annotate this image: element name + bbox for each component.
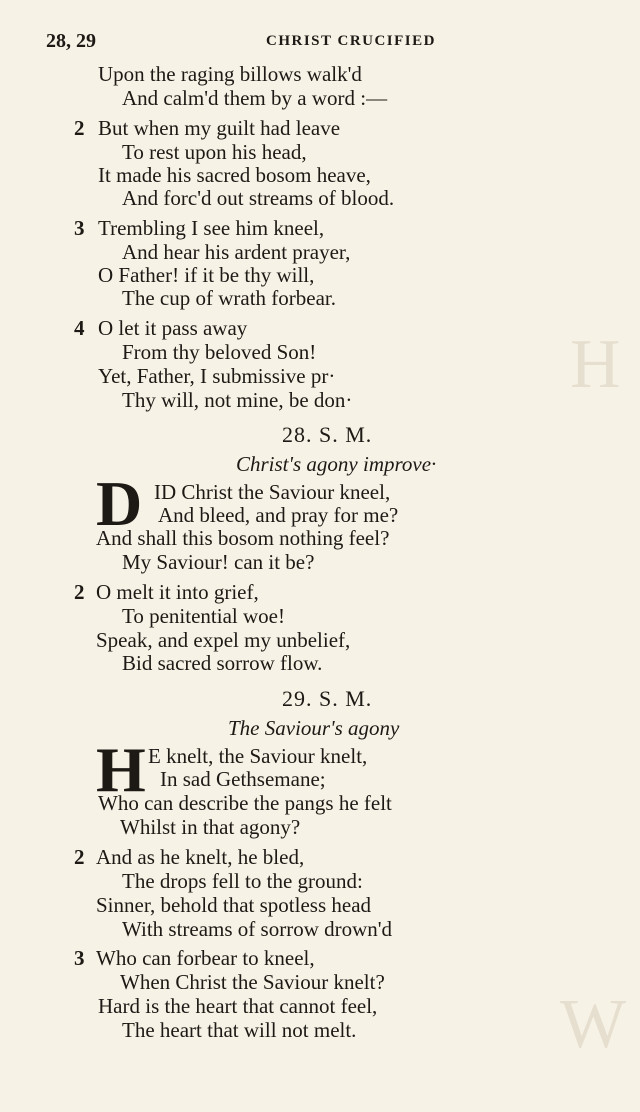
verse-line: And shall this bosom nothing feel? bbox=[96, 526, 390, 550]
verse-line: And forc'd out streams of blood. bbox=[122, 186, 395, 210]
verse-line: Who can forbear to kneel, bbox=[96, 946, 315, 970]
verse-number: 2 bbox=[74, 580, 85, 604]
verse-line: E knelt, the Saviour knelt, bbox=[148, 744, 368, 768]
verse-line: With streams of sorrow drown'd bbox=[122, 917, 393, 941]
drop-cap: H bbox=[96, 734, 146, 805]
verse-line: My Saviour! can it be? bbox=[122, 550, 315, 574]
verse-line: But when my guilt had leave bbox=[98, 116, 341, 140]
hymn-subtitle: The Saviour's agony bbox=[228, 716, 400, 740]
verse-line: The heart that will not melt. bbox=[122, 1018, 357, 1042]
hymn-number: 29. S. M. bbox=[282, 686, 373, 711]
verse-number: 2 bbox=[74, 116, 85, 140]
verse-line: Hard is the heart that cannot feel, bbox=[98, 994, 378, 1018]
verse-line: O Father! if it be thy will, bbox=[98, 263, 315, 287]
verse-line: Trembling I see him kneel, bbox=[98, 216, 325, 240]
verse-line: The cup of wrath forbear. bbox=[122, 286, 336, 310]
hymn-subtitle: Christ's agony improve· bbox=[236, 452, 437, 476]
verse-line: Upon the raging billows walk'd bbox=[98, 62, 362, 86]
verse-line: From thy beloved Son! bbox=[122, 340, 317, 364]
verse-line: In sad Gethsemane; bbox=[160, 767, 326, 791]
verse-line: And calm'd them by a word :— bbox=[122, 86, 388, 110]
hymn-number: 28. S. M. bbox=[282, 422, 373, 447]
verse-line: To penitential woe! bbox=[122, 604, 285, 628]
verse-line: When Christ the Saviour knelt? bbox=[120, 970, 385, 994]
page-title: CHRIST CRUCIFIED bbox=[265, 33, 436, 49]
verse-number: 4 bbox=[74, 316, 85, 340]
verse-line: Whilst in that agony? bbox=[120, 815, 301, 839]
verse-line: To rest upon his head, bbox=[122, 140, 307, 164]
verse-line: And as he knelt, he bled, bbox=[96, 845, 305, 869]
verse-line: The drops fell to the ground: bbox=[122, 869, 363, 893]
verse-line: Who can describe the pangs he felt bbox=[98, 791, 392, 815]
bleed-through-mark: H bbox=[570, 326, 621, 403]
verse-line: O melt it into grief, bbox=[96, 580, 259, 604]
verse-line: Bid sacred sorrow flow. bbox=[122, 651, 323, 675]
verse-line: Sinner, behold that spotless head bbox=[96, 893, 372, 917]
verse-number: 3 bbox=[74, 216, 85, 240]
verse-line: It made his sacred bosom heave, bbox=[98, 163, 371, 187]
verse-line: And bleed, and pray for me? bbox=[158, 503, 399, 527]
verse-number: 2 bbox=[74, 845, 85, 869]
verse-number: 3 bbox=[74, 946, 85, 970]
bleed-through-mark: W bbox=[560, 986, 627, 1063]
verse-line: Speak, and expel my unbelief, bbox=[96, 628, 351, 652]
verse-line: Thy will, not mine, be don· bbox=[122, 388, 353, 412]
drop-cap: D bbox=[96, 468, 143, 539]
verse-line: And hear his ardent prayer, bbox=[122, 240, 351, 264]
verse-line: Yet, Father, I submissive pr· bbox=[98, 364, 336, 388]
verse-line: ID Christ the Saviour kneel, bbox=[154, 480, 391, 504]
page-number: 28, 29 bbox=[46, 30, 96, 52]
running-header bbox=[46, 30, 436, 58]
verse-line: O let it pass away bbox=[98, 316, 248, 340]
